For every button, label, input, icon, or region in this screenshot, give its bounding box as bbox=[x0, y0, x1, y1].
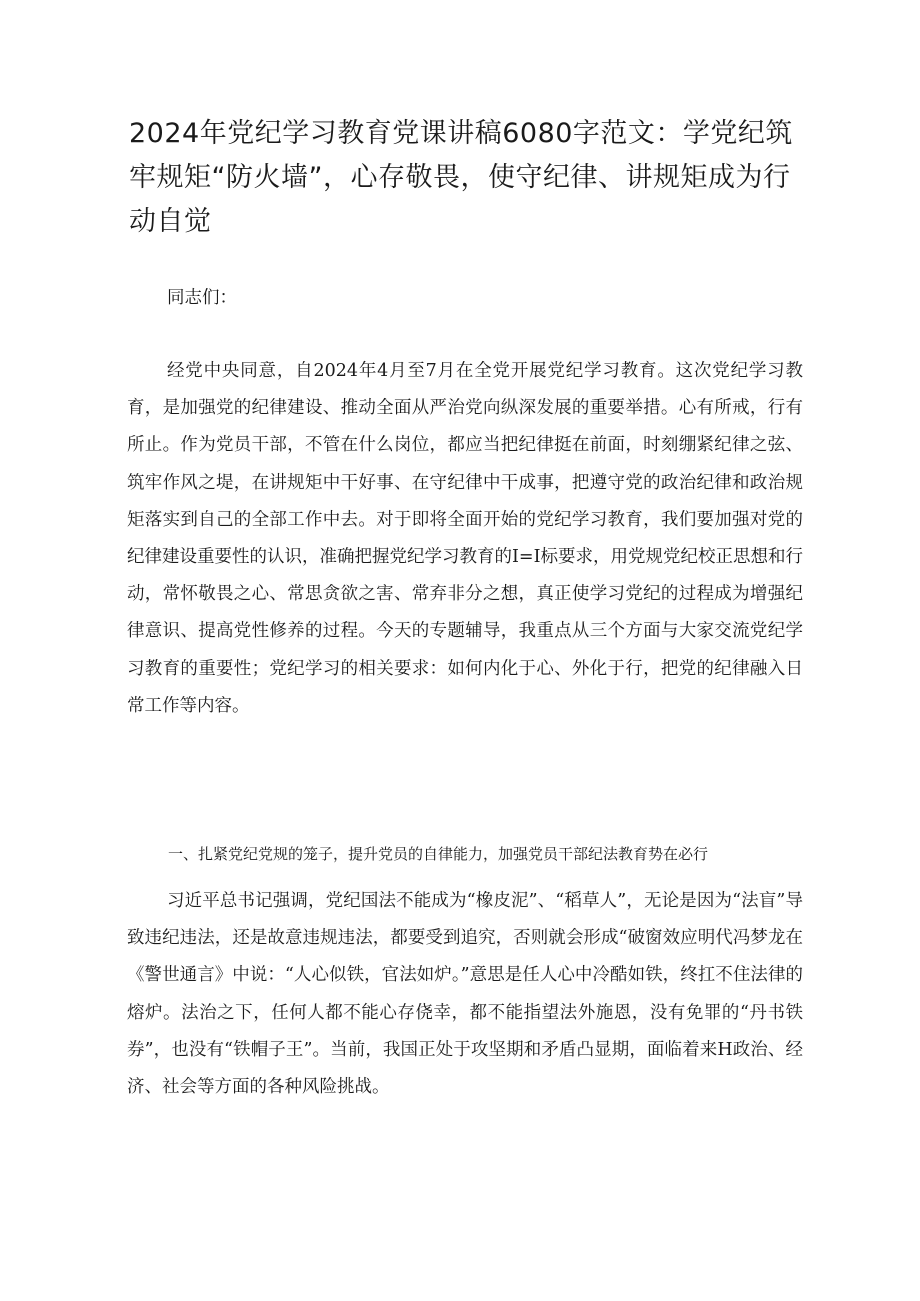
body-paragraph-2: 习近平总书记强调，党纪国法不能成为“橡皮泥”、“稻草人”，无论是因为“法盲”导致违纪违法，还是故意违规违法，都要受到追究，否则就会形成“破窗效应明代冯梦龙在《警世通言》中说：“人心似铁，官法如炉。”意思是任人心中冷酷如铁，终扛不住法律的熔炉。法治之下，任何人都不能心存侥幸，都不能指望法外施恩，没有免罪的“丹书铁券”，也没有“铁帽子王”。当前，我国正处于攻坚期和矛盾凸显期，面临着来H政治、经济、社会等方面的各种风险挑战。 bbox=[127, 891, 803, 1098]
body-paragraph-1: 经党中央同意，自2024年4月至7月在全党开展党纪学习教育。这次党纪学习教育，是加强党的纪律建设、推动全面从严治党向纵深发展的重要举措。心有所戒，行有所止。作为党员干部，不管在什么岗位，都应当把纪律挺在前面，时刻绷紧纪律之弦、筑牢作风之堤，在讲规矩中干好事、在守纪律中干成事，把遵守党的政治纪律和政治规矩落实到自己的全部工作中去。对于即将全面开始的党纪学习教育，我们要加强对党的纪律建设重要性的认识，准确把握党纪学习教育的I=I标要求，用党规党纪校正思想和行动，常怀敬畏之心、常思贪欲之害、常弃非分之想，真正使学习党纪的过程成为增强纪律意识、提高党性修养的过程。今天的专题辅导，我重点从三个方面与大家交流党纪学习教育的重要性；党纪学习的相关要求：如何内化于心、外化于行，把党的纪律融入日常工作等内容。 bbox=[127, 361, 803, 716]
section-heading-1: 一、扎紧党纪党规的笼子，提升党员的自律能力，加强党员干部纪法教育势在必行 bbox=[168, 845, 709, 863]
salutation: 同志们： bbox=[167, 288, 237, 308]
document-title: 2024年党纪学习教育党课讲稿6080字范文：学党纪筑牢规矩“防火墙”，心存敬畏，使守纪律、讲规矩成为行动自觉 bbox=[129, 118, 793, 237]
